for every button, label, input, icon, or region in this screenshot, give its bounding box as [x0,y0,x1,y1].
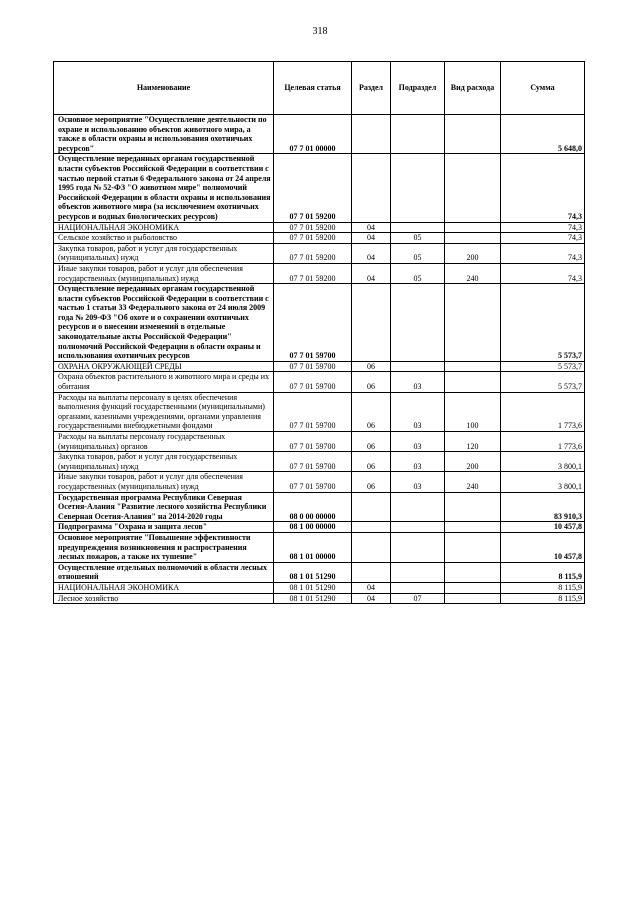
cell-name: Иные закупки товаров, работ и услуг для обеспечения государственных (муниципальных) нужд [54,472,274,492]
cell-section [352,522,391,533]
cell-sum: 74,3 [501,233,585,244]
cell-code: 08 0 00 00000 [274,492,352,522]
cell-name: ОХРАНА ОКРУЖАЮЩЕЙ СРЕДЫ [54,361,274,372]
cell-sum: 8 115,9 [501,593,585,604]
table-row [54,361,585,372]
cell-subsection: 05 [391,263,445,283]
cell-subsection [391,532,445,562]
cell-name: Осуществление переданных органам государственной власти субъектов Российской Федерации в соответствии с частью 1 статьи 33 Федерального закона от 24 июля 2009 года № 209-ФЗ "Об охоте и о сохранении охотничьих ресурсов и о внесении изменений в отдельные законодательные акты Российской Федерации" полномочий Российской Федерации в области охраны и использования охотничьих ресурсов [54,284,274,362]
header-name: Наименование [54,62,274,115]
cell-name: Основное мероприятие "Повышение эффективности предупреждения возникновения и распространения лесных пожаров, а также их тушение" [54,532,274,562]
cell-code: 08 1 01 00000 [274,532,352,562]
cell-sum: 5 648,0 [501,115,585,154]
cell-section: 04 [352,593,391,604]
cell-code: 07 7 01 59700 [274,372,352,392]
cell-subsection [391,492,445,522]
cell-section [352,532,391,562]
cell-name: Основное мероприятие "Осуществление деятельности по охране и использованию объектов животного мира, а также в области охраны и использования охотничьих ресурсов" [54,115,274,154]
cell-section [352,284,391,362]
cell-section: 06 [352,392,391,431]
cell-code: 07 7 01 59200 [274,222,352,233]
cell-subsection [391,361,445,372]
cell-code: 07 7 01 00000 [274,115,352,154]
cell-subsection: 03 [391,392,445,431]
table-body [54,115,585,604]
cell-section: 06 [352,452,391,472]
header-code: Целевая статья [274,62,352,115]
cell-sum: 1 773,6 [501,432,585,452]
cell-sum: 3 800,1 [501,452,585,472]
cell-subsection [391,115,445,154]
header-subsection: Подраздел [391,62,445,115]
table-row [54,284,585,362]
cell-name: Лесное хозяйство [54,593,274,604]
cell-type [445,492,501,522]
cell-type: 120 [445,432,501,452]
cell-name: Подпрограмма "Охрана и защита лесов" [54,522,274,533]
table-row [54,392,585,431]
header-sum: Сумма [501,62,585,115]
table-row [54,432,585,452]
table-row [54,452,585,472]
cell-code: 07 7 01 59200 [274,243,352,263]
cell-name: Расходы на выплаты персоналу в целях обеспечения выполнения функций государственными (муниципальными) органами, казенными учреждениями, органами управления государственными внебюджетными фондами [54,392,274,431]
table-row [54,222,585,233]
cell-code: 07 7 01 59700 [274,392,352,431]
table-header-row [54,62,585,115]
cell-subsection: 03 [391,472,445,492]
cell-section: 04 [352,222,391,233]
cell-sum: 10 457,8 [501,522,585,533]
table-row [54,115,585,154]
cell-code: 07 7 01 59200 [274,233,352,244]
table-row [54,492,585,522]
table-row [54,263,585,283]
cell-type [445,222,501,233]
table-row [54,522,585,533]
cell-subsection: 03 [391,432,445,452]
cell-code: 07 7 01 59700 [274,472,352,492]
cell-name: Закупка товаров, работ и услуг для государственных (муниципальных) нужд [54,243,274,263]
cell-type [445,562,501,582]
cell-name: Сельское хозяйство и рыболовство [54,233,274,244]
cell-type: 240 [445,472,501,492]
cell-section: 06 [352,372,391,392]
cell-type: 200 [445,452,501,472]
cell-type [445,361,501,372]
cell-subsection [391,154,445,222]
table-row [54,582,585,593]
cell-type [445,115,501,154]
cell-code: 07 7 01 59700 [274,452,352,472]
cell-subsection [391,284,445,362]
cell-name: Расходы на выплаты персоналу государственных (муниципальных) органов [54,432,274,452]
cell-code: 07 7 01 59700 [274,284,352,362]
cell-subsection [391,562,445,582]
cell-type: 100 [445,392,501,431]
cell-code: 07 7 01 59700 [274,361,352,372]
cell-section [352,154,391,222]
cell-type [445,233,501,244]
cell-name: Закупка товаров, работ и услуг для государственных (муниципальных) нужд [54,452,274,472]
header-type: Вид расхода [445,62,501,115]
cell-sum: 5 573,7 [501,284,585,362]
cell-sum: 5 573,7 [501,372,585,392]
cell-name: Государственная программа Республики Северная Осетия-Алания "Развитие лесного хозяйства Республики Северная Осетия-Алания" на 2014-2020 годы [54,492,274,522]
cell-type [445,154,501,222]
budget-table [53,61,585,604]
cell-type: 200 [445,243,501,263]
cell-name: Иные закупки товаров, работ и услуг для обеспечения государственных (муниципальных) нужд [54,263,274,283]
cell-section: 04 [352,243,391,263]
cell-section: 06 [352,472,391,492]
table-row [54,243,585,263]
cell-section: 04 [352,233,391,244]
cell-sum: 74,3 [501,263,585,283]
table-row [54,593,585,604]
cell-code: 08 1 01 51290 [274,562,352,582]
cell-type [445,284,501,362]
table-row [54,532,585,562]
cell-code: 07 7 01 59700 [274,432,352,452]
cell-code: 08 1 01 51290 [274,582,352,593]
cell-section [352,115,391,154]
cell-subsection: 03 [391,452,445,472]
cell-type: 240 [445,263,501,283]
cell-type [445,522,501,533]
table-row [54,233,585,244]
cell-section: 04 [352,582,391,593]
cell-section: 06 [352,361,391,372]
cell-sum: 8 115,9 [501,562,585,582]
cell-subsection: 07 [391,593,445,604]
cell-name: Осуществление переданных органам государственной власти субъектов Российской Федерации в соответствии с частью первой статьи 6 Федерального закона от 24 апреля 1995 года № 52-ФЗ "О животном мире" полномочий Российской Федерации в области охраны и использования объектов животного мира (за исключением охотничьих ресурсов и водных биологических ресурсов) [54,154,274,222]
cell-sum: 74,3 [501,243,585,263]
cell-subsection [391,522,445,533]
cell-sum: 10 457,8 [501,532,585,562]
cell-type [445,582,501,593]
page-number: 318 [312,26,328,37]
cell-subsection: 03 [391,372,445,392]
cell-type [445,593,501,604]
table-row [54,372,585,392]
cell-sum: 1 773,6 [501,392,585,431]
header-section: Раздел [352,62,391,115]
table-row [54,472,585,492]
cell-sum: 8 115,9 [501,582,585,593]
cell-section [352,492,391,522]
cell-code: 08 1 00 00000 [274,522,352,533]
cell-section: 06 [352,432,391,452]
cell-subsection [391,582,445,593]
cell-subsection [391,222,445,233]
cell-subsection: 05 [391,233,445,244]
cell-name: Осуществление отдельных полномочий в области лесных отношений [54,562,274,582]
cell-code: 07 7 01 59200 [274,263,352,283]
table-row [54,154,585,222]
table-row [54,562,585,582]
cell-sum: 74,3 [501,154,585,222]
cell-section [352,562,391,582]
cell-code: 07 7 01 59200 [274,154,352,222]
cell-subsection: 05 [391,243,445,263]
cell-sum: 3 800,1 [501,472,585,492]
cell-name: Охрана объектов растительного и животного мира и среды их обитания [54,372,274,392]
cell-name: НАЦИОНАЛЬНАЯ ЭКОНОМИКА [54,582,274,593]
cell-name: НАЦИОНАЛЬНАЯ ЭКОНОМИКА [54,222,274,233]
cell-type [445,372,501,392]
cell-sum: 74,3 [501,222,585,233]
cell-sum: 5 573,7 [501,361,585,372]
cell-sum: 83 910,3 [501,492,585,522]
cell-code: 08 1 01 51290 [274,593,352,604]
cell-section: 04 [352,263,391,283]
cell-type [445,532,501,562]
